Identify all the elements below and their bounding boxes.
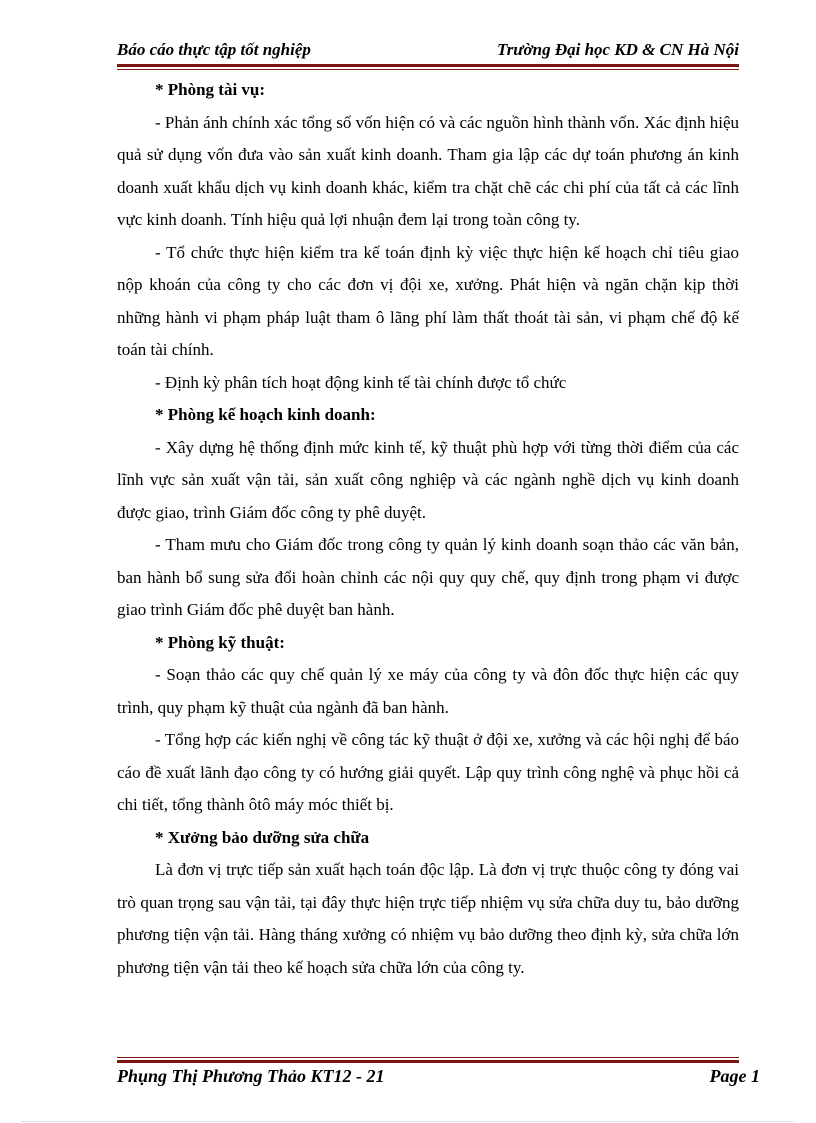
page-header [117,40,739,62]
paragraph: - Tổ chức thực hiện kiểm tra kế toán định kỳ việc thực hiện kế hoạch chỉ tiêu giao nộp khoán của công ty cho các đơn vị đội xe, xưởng. Phát hiện và ngăn chặn kịp thời những hành vi phạm pháp luật tham ô lãng phí làm thất thoát tài sản, vi phạm chế độ kế toán tài chính. [117,242,739,359]
section-heading-workshop: * Xưởng bảo dưỡng sửa chữa [155,827,370,847]
footer-author: Phụng Thị Phương Thảo KT12 - 21 [117,1066,385,1086]
footer-rule-thick [117,1060,739,1063]
header-rule-thick [117,64,739,67]
page-footer [117,1066,760,1090]
paragraph: - Phản ánh chính xác tổng số vốn hiện có và các nguồn hình thành vốn. Xác định hiệu quả sử dụng vốn đưa vào sản xuất kinh doanh. Tham gia lập các dự toán phương án kinh doanh xuất khẩu dịch vụ kinh doanh khác, kiểm tra chặt chẽ các chi phí của tất cả các lĩnh vực kinh doanh. Tính hiệu quả lợi nhuận đem lại trong toàn công ty. [117,112,740,229]
section-heading-finance: * Phòng tài vụ: [155,80,266,99]
document-body [117,74,739,984]
paragraph: - Tham mưu cho Giám đốc trong công ty quản lý kinh doanh soạn thảo các văn bản, ban hành bổ sung sửa đổi hoàn chỉnh các nội quy quy chế, quy định trong phạm vi được giao trình Giám đốc phê duyệt ban hành. [117,535,739,619]
page-number: Page 1 [709,1066,760,1086]
paragraph: - Soạn thảo các quy chế quản lý xe máy của công ty và đôn đốc thực hiện các quy trình, quy phạm kỹ thuật của ngành đã ban hành. [117,665,739,717]
header-university: Trường Đại học KD & CN Hà Nội [496,40,739,59]
section-heading-technical: * Phòng kỹ thuật: [155,632,285,652]
paragraph: - Tổng hợp các kiến nghị về công tác kỹ thuật ở đội xe, xưởng và các hội nghị để báo cáo đề xuất lãnh đạo công ty có hướng giải quyết. Lập quy trình công nghệ và phục hồi cả chi tiết, tổng thành ôtô máy móc thiết bị. [117,730,739,814]
paragraph: - Định kỳ phân tích hoạt động kinh tế tài chính được tổ chức [155,372,567,392]
paragraph: - Xây dựng hệ thống định mức kinh tế, kỹ thuật phù hợp với từng thời điểm của các lĩnh vực sản xuất vận tải, sản xuất công nghiệp và các ngành nghề dịch vụ kinh doanh được giao, trình Giám đốc công ty phê duyệt. [117,437,739,522]
page-edge-divider [22,1121,794,1122]
header-report-title: Báo cáo thực tập tốt nghiệp [117,40,311,59]
footer-rule-thin [117,1057,739,1058]
paragraph: Là đơn vị trực tiếp sản xuất hạch toán độc lập. Là đơn vị trực thuộc công ty đóng vai trò quan trọng sau vận tải, tại đây thực hiện trực tiếp nhiệm vụ sửa chữa duy tu, bảo dưỡng phương tiện vận tải. Hàng tháng xưởng có nhiệm vụ bảo dưỡng theo định kỳ, sửa chữa lớn phương tiện vận tải theo kế hoạch sửa chữa lớn của công ty. [117,860,739,977]
header-rule-thin [117,69,739,70]
section-heading-business-planning: * Phòng kế hoạch kinh doanh: [155,405,376,424]
